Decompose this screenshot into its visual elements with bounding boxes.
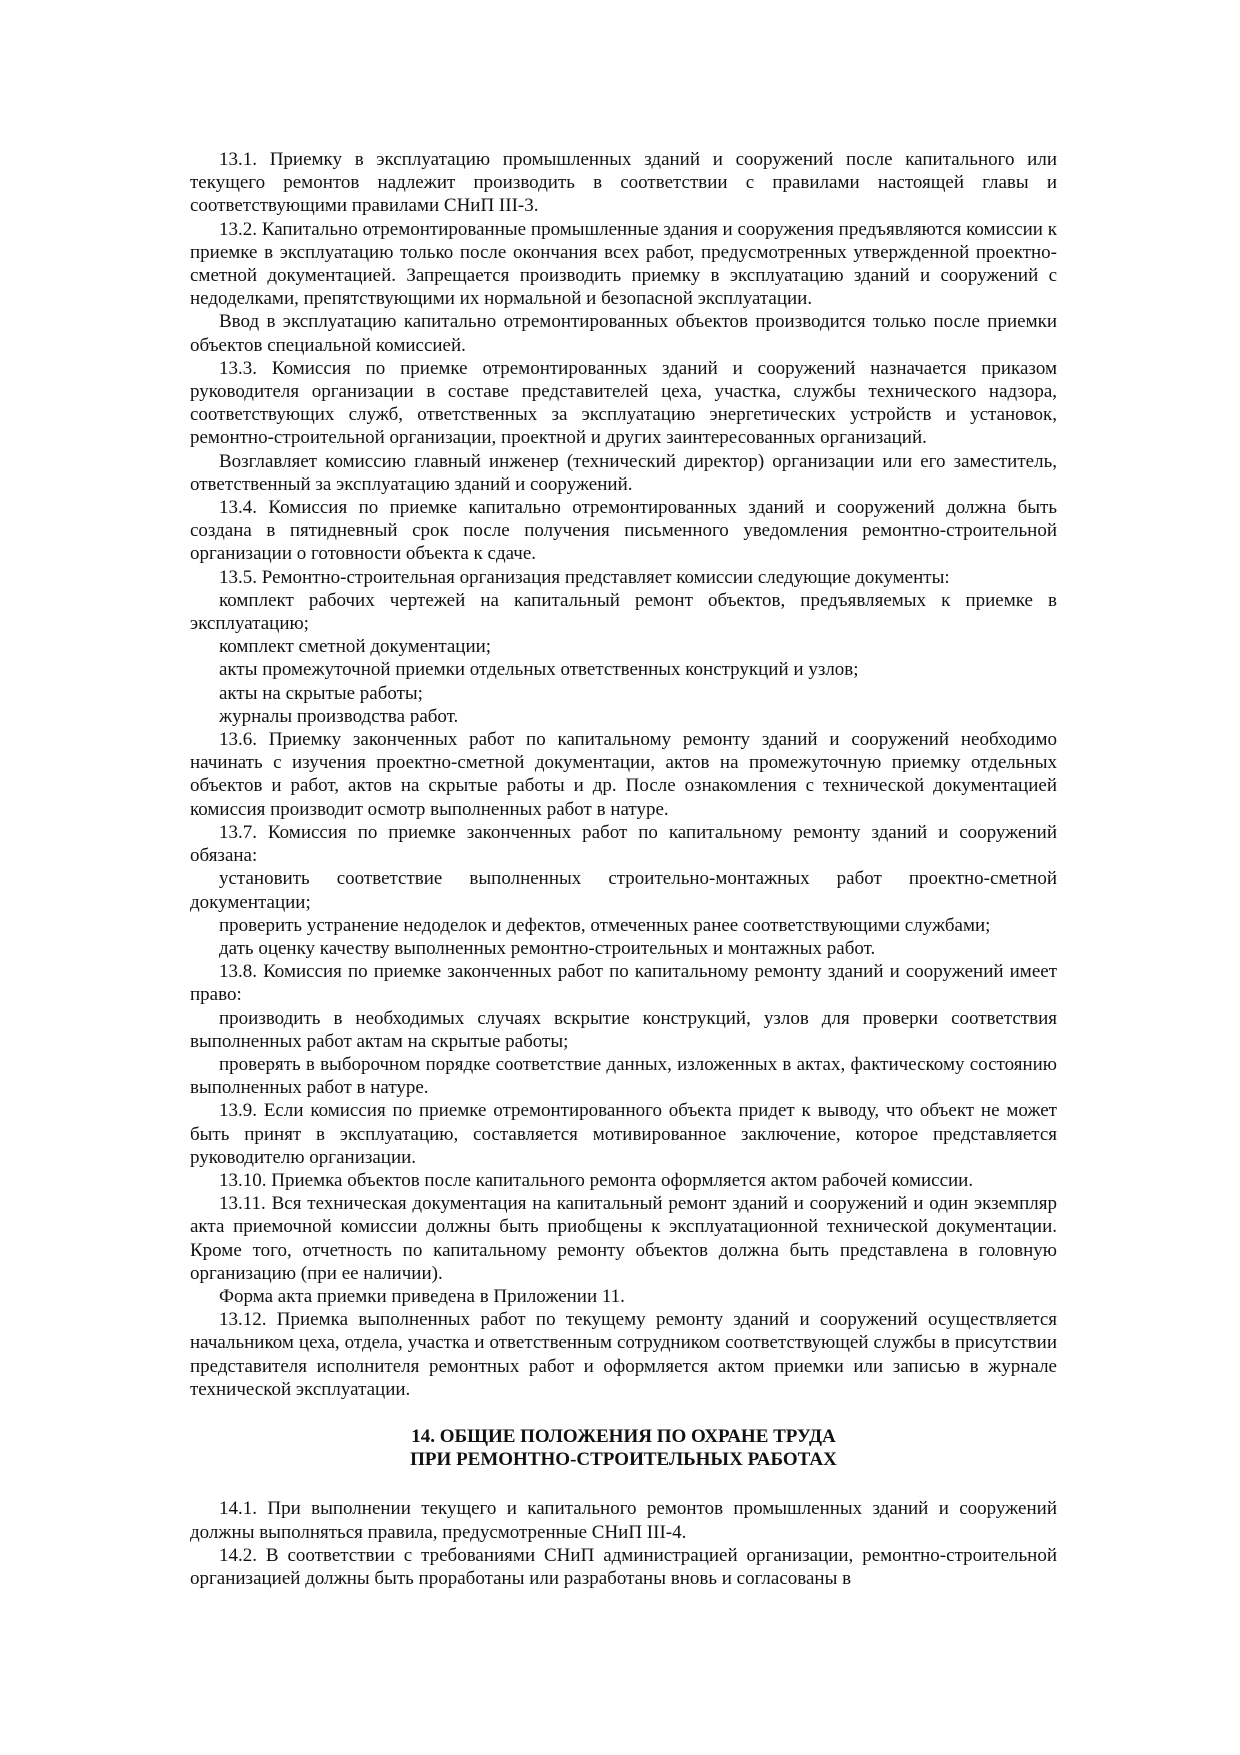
document-page <box>190 148 1057 1590</box>
paragraph-13-2: 13.2. Капитально отремонтированные промышленные здания и сооружения предъявляются комиссии к приемке в эксплуатацию только после окончания всех работ, предусмотренных утвержденной проектно-сметной документацией. Запрещается производить приемку в эксплуатацию зданий и сооружений с недоделками, препятствующими их нормальной и безопасной эксплуатации. <box>190 218 1057 310</box>
section-14 <box>190 1497 1057 1590</box>
section-14-heading-line1: 14. ОБЩИЕ ПОЛОЖЕНИЯ ПО ОХРАНЕ ТРУДА <box>411 1425 836 1447</box>
list-item: дать оценку качеству выполненных ремонтно-строительных и монтажных работ. <box>219 937 876 959</box>
list-item: комплект сметной документации; <box>219 636 492 658</box>
list-item: установить соответствие выполненных строительно-монтажных работ проектно-сметной документации; <box>190 868 1057 913</box>
list-item: комплект рабочих чертежей на капитальный ремонт объектов, предъявляемых к приемке в эксплуатацию; <box>190 589 1057 635</box>
paragraph-13-3-cont: Возглавляет комиссию главный инженер (технический директор) организации или его заместитель, ответственный за эксплуатацию зданий и сооружений. <box>190 450 1057 495</box>
paragraph-14-1: 14.1. При выполнении текущего и капитального ремонтов промышленных зданий и сооружений должны выполняться правила, предусмотренные СНиП III-4. <box>190 1498 1057 1543</box>
paragraph-13-8: 13.8. Комиссия по приемке законченных работ по капитальному ремонту зданий и сооружений имеет право: <box>190 961 1057 1006</box>
paragraph-13-1: 13.1. Приемку в эксплуатацию промышленных зданий и сооружений после капитального или текущего ремонтов надлежит производить в соответствии с правилами настоящей главы и соответствующими правилами СНиП III-3. <box>190 149 1057 217</box>
paragraph-13-7: 13.7. Комиссия по приемке законченных работ по капитальному ремонту зданий и сооружений обязана: <box>190 821 1057 867</box>
list-item: акты на скрытые работы; <box>219 682 423 704</box>
paragraph-13-3: 13.3. Комиссия по приемке отремонтированных зданий и сооружений назначается приказом руководителя организации в составе представителей цеха, участка, службы технического надзора, соответствующих служб, ответственных за эксплуатацию энергетических устройств и установок, ремонтно-строительной организации, проектной и других заинтересованных организаций. <box>190 357 1057 449</box>
paragraph-13-6: 13.6. Приемку законченных работ по капитальному ремонту зданий и сооружений необходимо начинать с изучения проектно-сметной документации, актов на промежуточную приемку отдельных объектов и работ, актов на скрытые работы и др. После ознакомления с технической документацией комиссия производит осмотр выполненных работ в натуре. <box>190 729 1057 820</box>
paragraph-13-11: 13.11. Вся техническая документация на капитальный ремонт зданий и сооружений и один экземпляр акта приемочной комиссии должны быть приобщены к эксплуатационной технической документации. Кроме того, отчетность по капитальному ремонту объектов должна быть представлена в головную организацию (при ее наличии). <box>190 1193 1057 1284</box>
section-14-heading <box>190 1425 1057 1471</box>
paragraph-13-5: 13.5. Ремонтно-строительная организация представляет комиссии следующие документы: <box>219 566 950 588</box>
paragraph-14-2: 14.2. В соответствии с требованиями СНиП администрацией организации, ремонтно-строительной организацией должны быть проработаны или разработаны вновь и согласованы в <box>190 1544 1057 1589</box>
paragraph-13-4: 13.4. Комиссия по приемке капитально отремонтированных зданий и сооружений должна быть создана в пятидневный срок после получения письменного уведомления ремонтно-строительной организации о готовности объекта к сдаче. <box>190 497 1057 565</box>
paragraph-13-12: 13.12. Приемка выполненных работ по текущему ремонту зданий и сооружений осуществляется начальником цеха, отдела, участка и ответственным сотрудником соответствующей службы в присутствии представителя исполнителя ремонтных работ и оформляется актом приемки или записью в журнале технической эксплуатации. <box>190 1309 1057 1400</box>
section-14-heading-line2: ПРИ РЕМОНТНО-СТРОИТЕЛЬНЫХ РАБОТАХ <box>410 1449 837 1471</box>
list-item: проверять в выборочном порядке соответствие данных, изложенных в актах, фактическому состоянию выполненных работ в натуре. <box>190 1053 1057 1099</box>
paragraph-13-10: 13.10. Приемка объектов после капитального ремонта оформляется актом рабочей комиссии. <box>219 1169 974 1191</box>
list-item: производить в необходимых случаях вскрытие конструкций, узлов для проверки соответствия выполненных работ актам на скрытые работы; <box>190 1007 1057 1052</box>
paragraph-13-11-cont: Форма акта приемки приведена в Приложении 11. <box>219 1285 625 1307</box>
paragraph-13-9: 13.9. Если комиссия по приемке отремонтированного объекта придет к выводу, что объект не может быть принят в эксплуатацию, составляется мотивированное заключение, которое представляется руководителю организации. <box>190 1100 1057 1168</box>
paragraph-13-2-cont: Ввод в эксплуатацию капитально отремонтированных объектов производится только после приемки объектов специальной комиссией. <box>190 311 1057 356</box>
section-13 <box>190 148 1057 1401</box>
list-item: акты промежуточной приемки отдельных ответственных конструкций и узлов; <box>219 659 859 681</box>
list-item: проверить устранение недоделок и дефектов, отмеченных ранее соответствующими службами; <box>219 914 991 936</box>
list-item: журналы производства работ. <box>219 705 459 727</box>
